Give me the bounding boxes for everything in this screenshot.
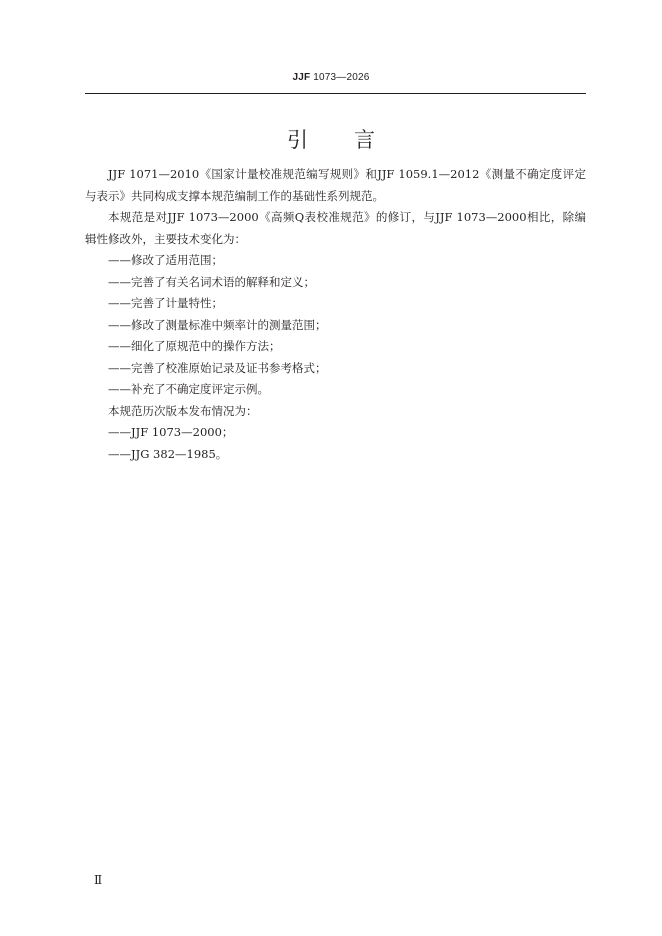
history-intro: 本规范历次版本发布情况为： — [108, 403, 258, 418]
change-item: ——完善了校准原始记录及证书参考格式； — [108, 360, 327, 375]
history-item: ——JJF 1073—2000； — [108, 425, 234, 439]
history-item: ——JJG 382—1985。 — [108, 446, 228, 461]
header-code-number: 1073—2026 — [313, 72, 370, 83]
running-header — [0, 72, 662, 83]
change-item: ——修改了适用范围； — [108, 253, 223, 267]
body-text — [85, 164, 586, 465]
change-item: ——修改了测量标准中频率计的测量范围； — [108, 317, 327, 332]
page-number: Ⅱ — [94, 873, 103, 887]
change-item: ——完善了有关名词术语的解释和定义； — [108, 274, 315, 289]
intro-paragraph: JJF 1071—2010《国家计量校准规范编写规则》和JJF 1059.1—2012《测量不确定度评定与表示》共同构成支撑本规范编制工作的基础性系列规范。 — [85, 167, 586, 203]
header-rule — [85, 93, 586, 94]
revision-paragraph: 本规范是对JJF 1073—2000《高频Q表校准规范》的修订，与JJF 1073—2000相比，除编辑性修改外，主要技术变化为： — [85, 210, 586, 246]
change-item: ——完善了计量特性； — [108, 296, 223, 310]
change-item: ——补充了不确定度评定示例。 — [108, 382, 269, 396]
header-code-prefix: JJF — [292, 72, 311, 83]
page-title: 引言 — [287, 128, 421, 152]
change-item: ——细化了原规范中的操作方法； — [108, 339, 281, 353]
